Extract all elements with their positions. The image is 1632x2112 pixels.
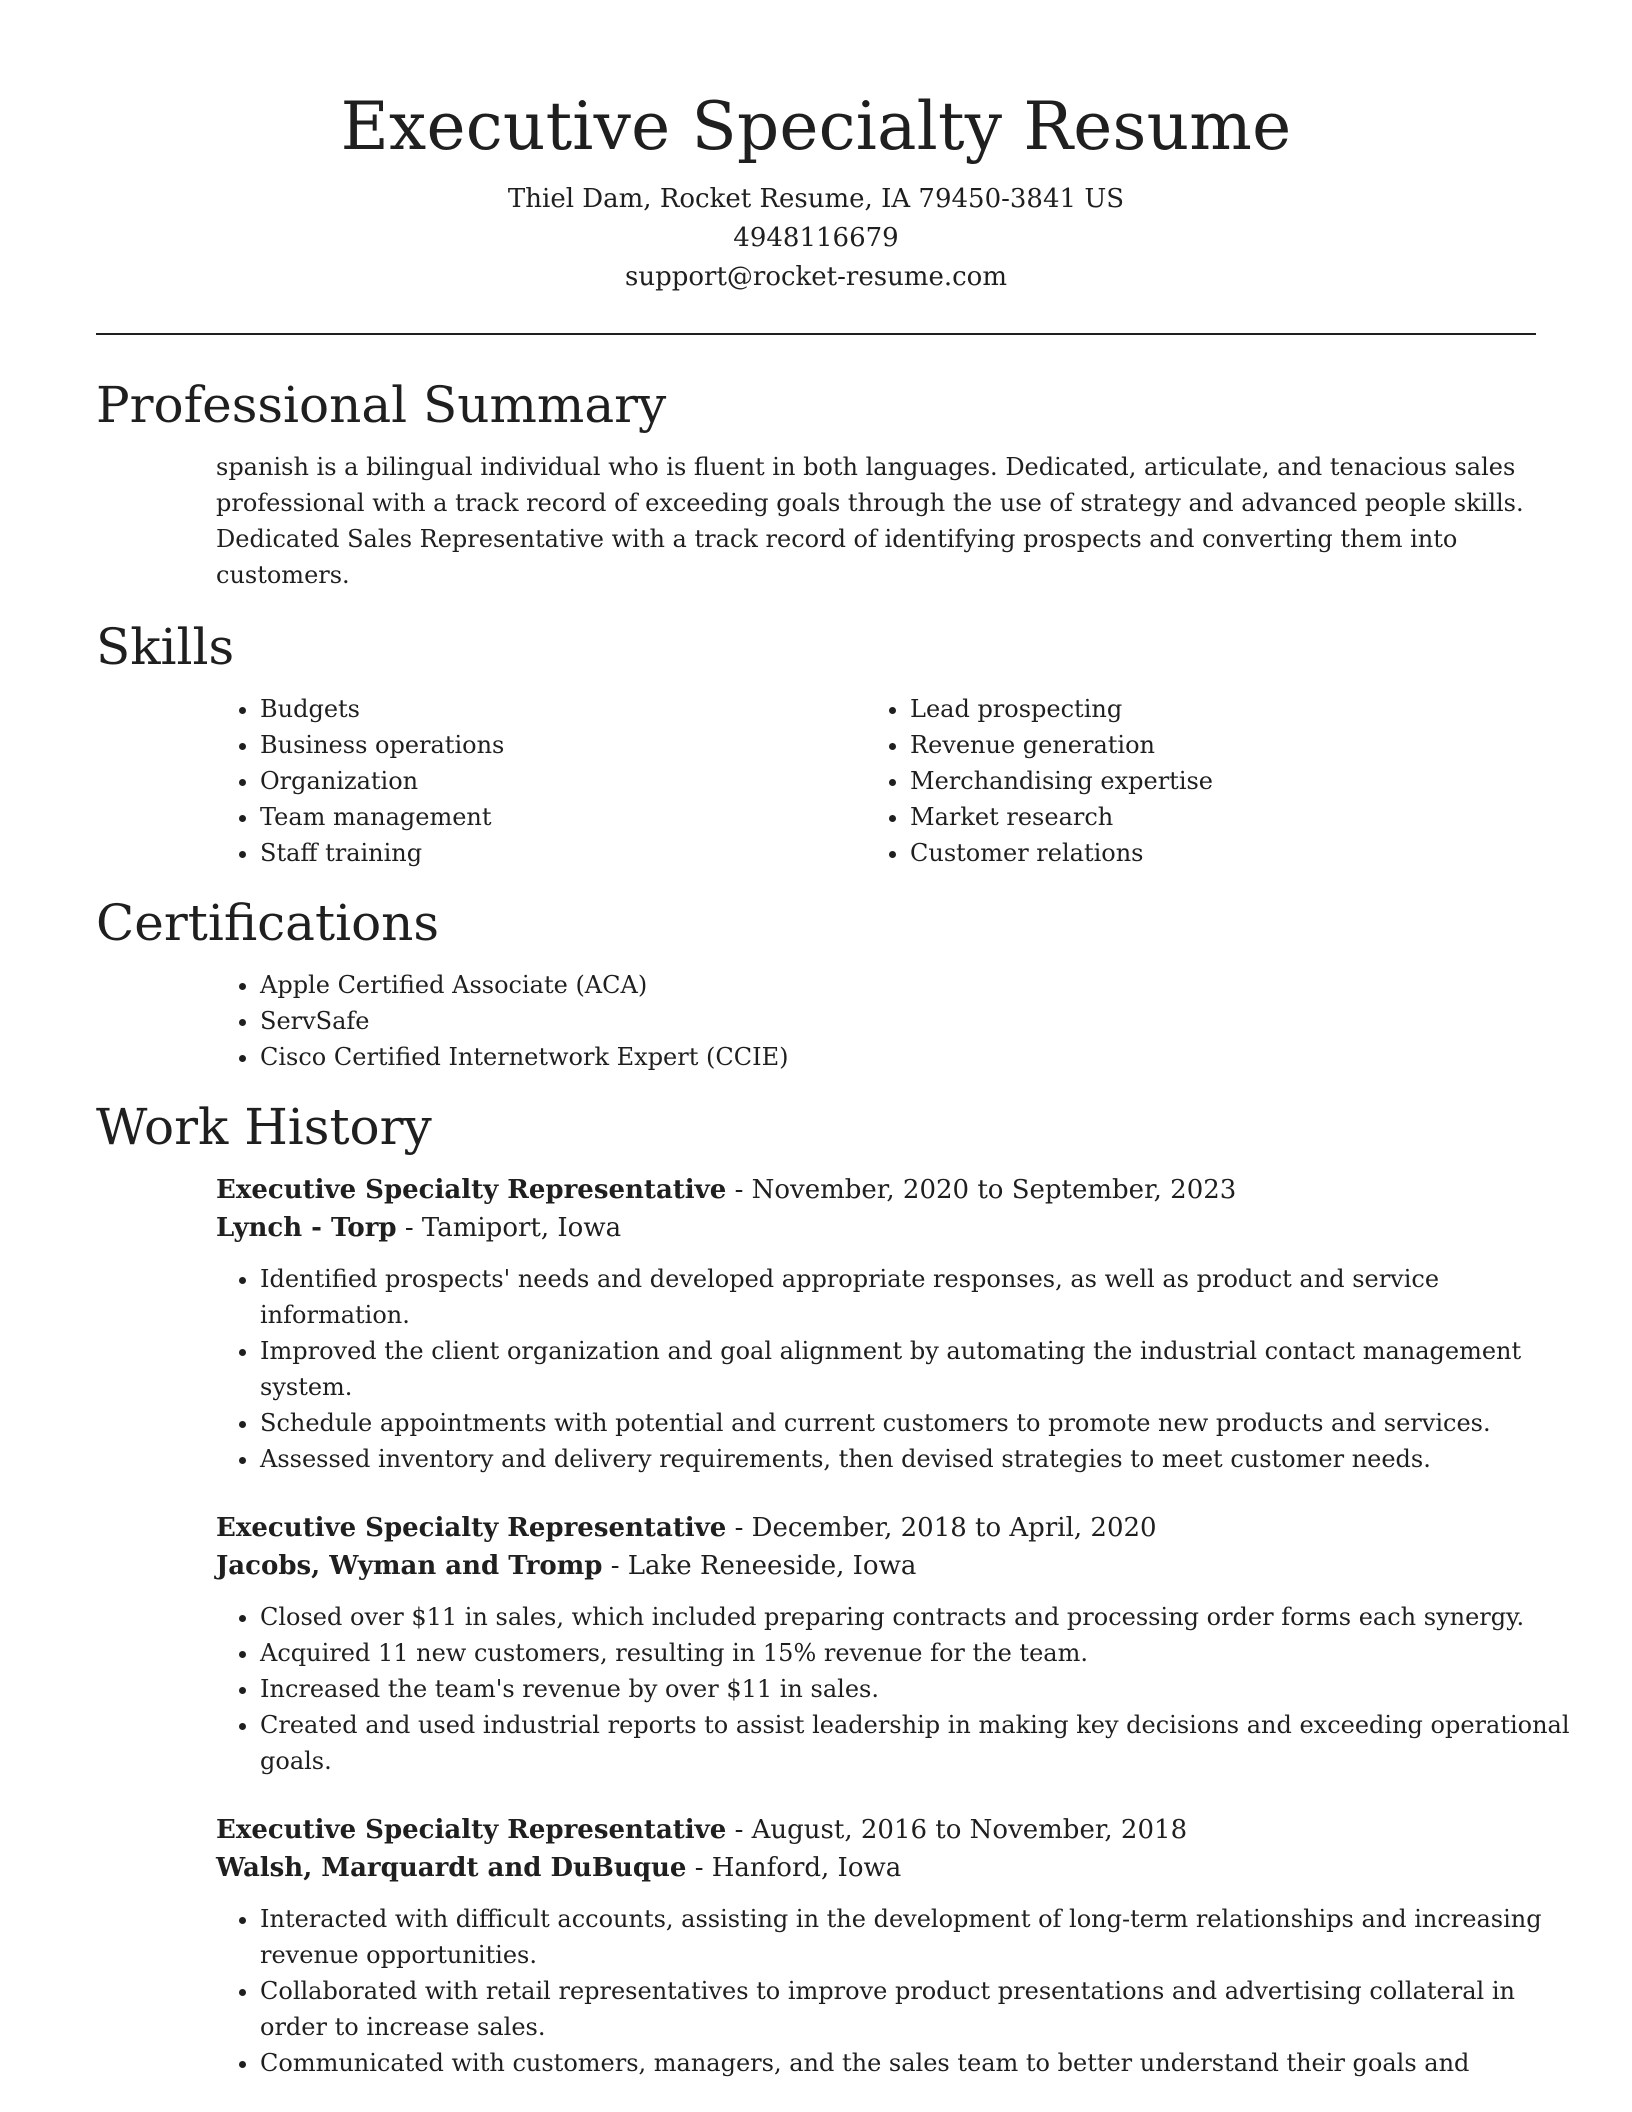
certification-item: • Cisco Certified Internetwork Expert (CCIE) — [260, 1039, 1536, 1075]
skill-item: • Customer relations — [910, 835, 1516, 871]
job-role: Executive Specialty Representative — [216, 1513, 727, 1543]
jobs-container — [216, 1171, 1570, 2081]
job-bullet: • Closed over $11 in sales, which included preparing contracts and processing order forms each synergy. — [260, 1599, 1580, 1635]
job-company-line — [216, 1849, 1536, 1887]
skills-list-left — [216, 691, 866, 871]
address: Thiel Dam, Rocket Resume, IA 79450-3841 US — [507, 184, 1125, 214]
job-bullet: • Improved the client organization and goal alignment by automating the industrial contact management system. — [260, 1333, 1580, 1405]
job-bullet: • Acquired 11 new customers, resulting in 15% revenue for the team. — [260, 1635, 1580, 1671]
job-entry — [216, 1509, 1570, 1779]
summary-text: spanish is a bilingual individual who is fluent in both languages. Dedicated, articulate, and tenacious sales professional with a track record of exceeding goals through the use of strategy and advanced people skills. Dedicated Sales Representative with a track record of identifying prospects and converting them into customers. — [216, 453, 1524, 589]
job-location: - Tamiport, Iowa — [396, 1213, 622, 1243]
skill-item: • Revenue generation — [910, 727, 1516, 763]
job-bullet: • Identified prospects' needs and developed appropriate responses, as well as product and service information. — [260, 1261, 1580, 1333]
job-title-line — [216, 1509, 1536, 1547]
job-role: Executive Specialty Representative — [216, 1175, 727, 1205]
skills-list-right — [866, 691, 1516, 871]
skill-item: • Merchandising expertise — [910, 763, 1516, 799]
job-company: Lynch - Torp — [216, 1213, 397, 1243]
job-bullets — [216, 1599, 1580, 1779]
skills-column-left — [216, 691, 866, 871]
job-company-line — [216, 1547, 1536, 1585]
job-entry — [216, 1811, 1542, 2081]
job-bullets — [216, 1261, 1580, 1477]
work-history-heading: Work History — [96, 1098, 432, 1156]
skills-heading: Skills — [96, 618, 235, 676]
skill-item: • Team management — [260, 799, 866, 835]
certification-item: • ServSafe — [260, 1003, 1536, 1039]
phone-number: 4948116679 — [733, 223, 899, 253]
certifications-container — [216, 967, 1536, 1075]
skill-item: • Lead prospecting — [910, 691, 1516, 727]
summary-heading: Professional Summary — [96, 376, 667, 434]
skills-grid — [216, 691, 1536, 871]
skill-item: • Budgets — [260, 691, 866, 727]
job-company: Jacobs, Wyman and Tromp — [216, 1551, 603, 1581]
certifications-list — [216, 967, 1536, 1075]
resume-header — [96, 0, 1536, 297]
email-address: support@rocket-resume.com — [624, 262, 1007, 292]
job-title-line — [216, 1811, 1536, 1849]
skills-column-right — [866, 691, 1516, 871]
work-history-section — [96, 1095, 1570, 2081]
job-bullet: • Collaborated with retail representatives to improve product presentations and advertising collateral in order to increase sales. — [260, 1973, 1580, 2045]
skill-item: • Business operations — [260, 727, 866, 763]
job-role: Executive Specialty Representative — [216, 1815, 727, 1845]
job-title-line — [216, 1171, 1536, 1209]
job-dates: - August, 2016 to November, 2018 — [726, 1815, 1188, 1845]
certifications-section — [96, 891, 1536, 1075]
skill-item: • Organization — [260, 763, 866, 799]
header-divider — [96, 333, 1536, 335]
job-company-line — [216, 1209, 1536, 1247]
job-dates: - December, 2018 to April, 2020 — [726, 1513, 1157, 1543]
certification-item: • Apple Certified Associate (ACA) — [260, 967, 1536, 1003]
job-location: - Hanford, Iowa — [686, 1853, 902, 1883]
job-bullet: • Created and used industrial reports to assist leadership in making key decisions and exceeding operational goals. — [260, 1707, 1580, 1779]
skills-section — [96, 615, 1536, 871]
resume-page — [96, 0, 1570, 2081]
resume-title: Executive Specialty Resume — [340, 88, 1292, 165]
job-dates: - November, 2020 to September, 2023 — [726, 1175, 1237, 1205]
job-location: - Lake Reneeside, Iowa — [602, 1551, 917, 1581]
summary-section — [96, 373, 1536, 593]
certifications-heading: Certifications — [96, 894, 440, 952]
job-bullet: • Increased the team's revenue by over $11 in sales. — [260, 1671, 1580, 1707]
job-bullet: • Interacted with difficult accounts, assisting in the development of long-term relationships and increasing revenue opportunities. — [260, 1901, 1580, 1973]
skill-item: • Staff training — [260, 835, 866, 871]
job-bullet: • Assessed inventory and delivery requirements, then devised strategies to meet customer needs. — [260, 1441, 1580, 1477]
skill-item: • Market research — [910, 799, 1516, 835]
job-bullet: • Communicated with customers, managers, and the sales team to better understand their goals and — [260, 2045, 1580, 2081]
job-entry — [216, 1171, 1536, 1477]
job-bullet: • Schedule appointments with potential and current customers to promote new products and services. — [260, 1405, 1580, 1441]
job-bullets — [216, 1901, 1580, 2081]
job-company: Walsh, Marquardt and DuBuque — [216, 1853, 687, 1883]
